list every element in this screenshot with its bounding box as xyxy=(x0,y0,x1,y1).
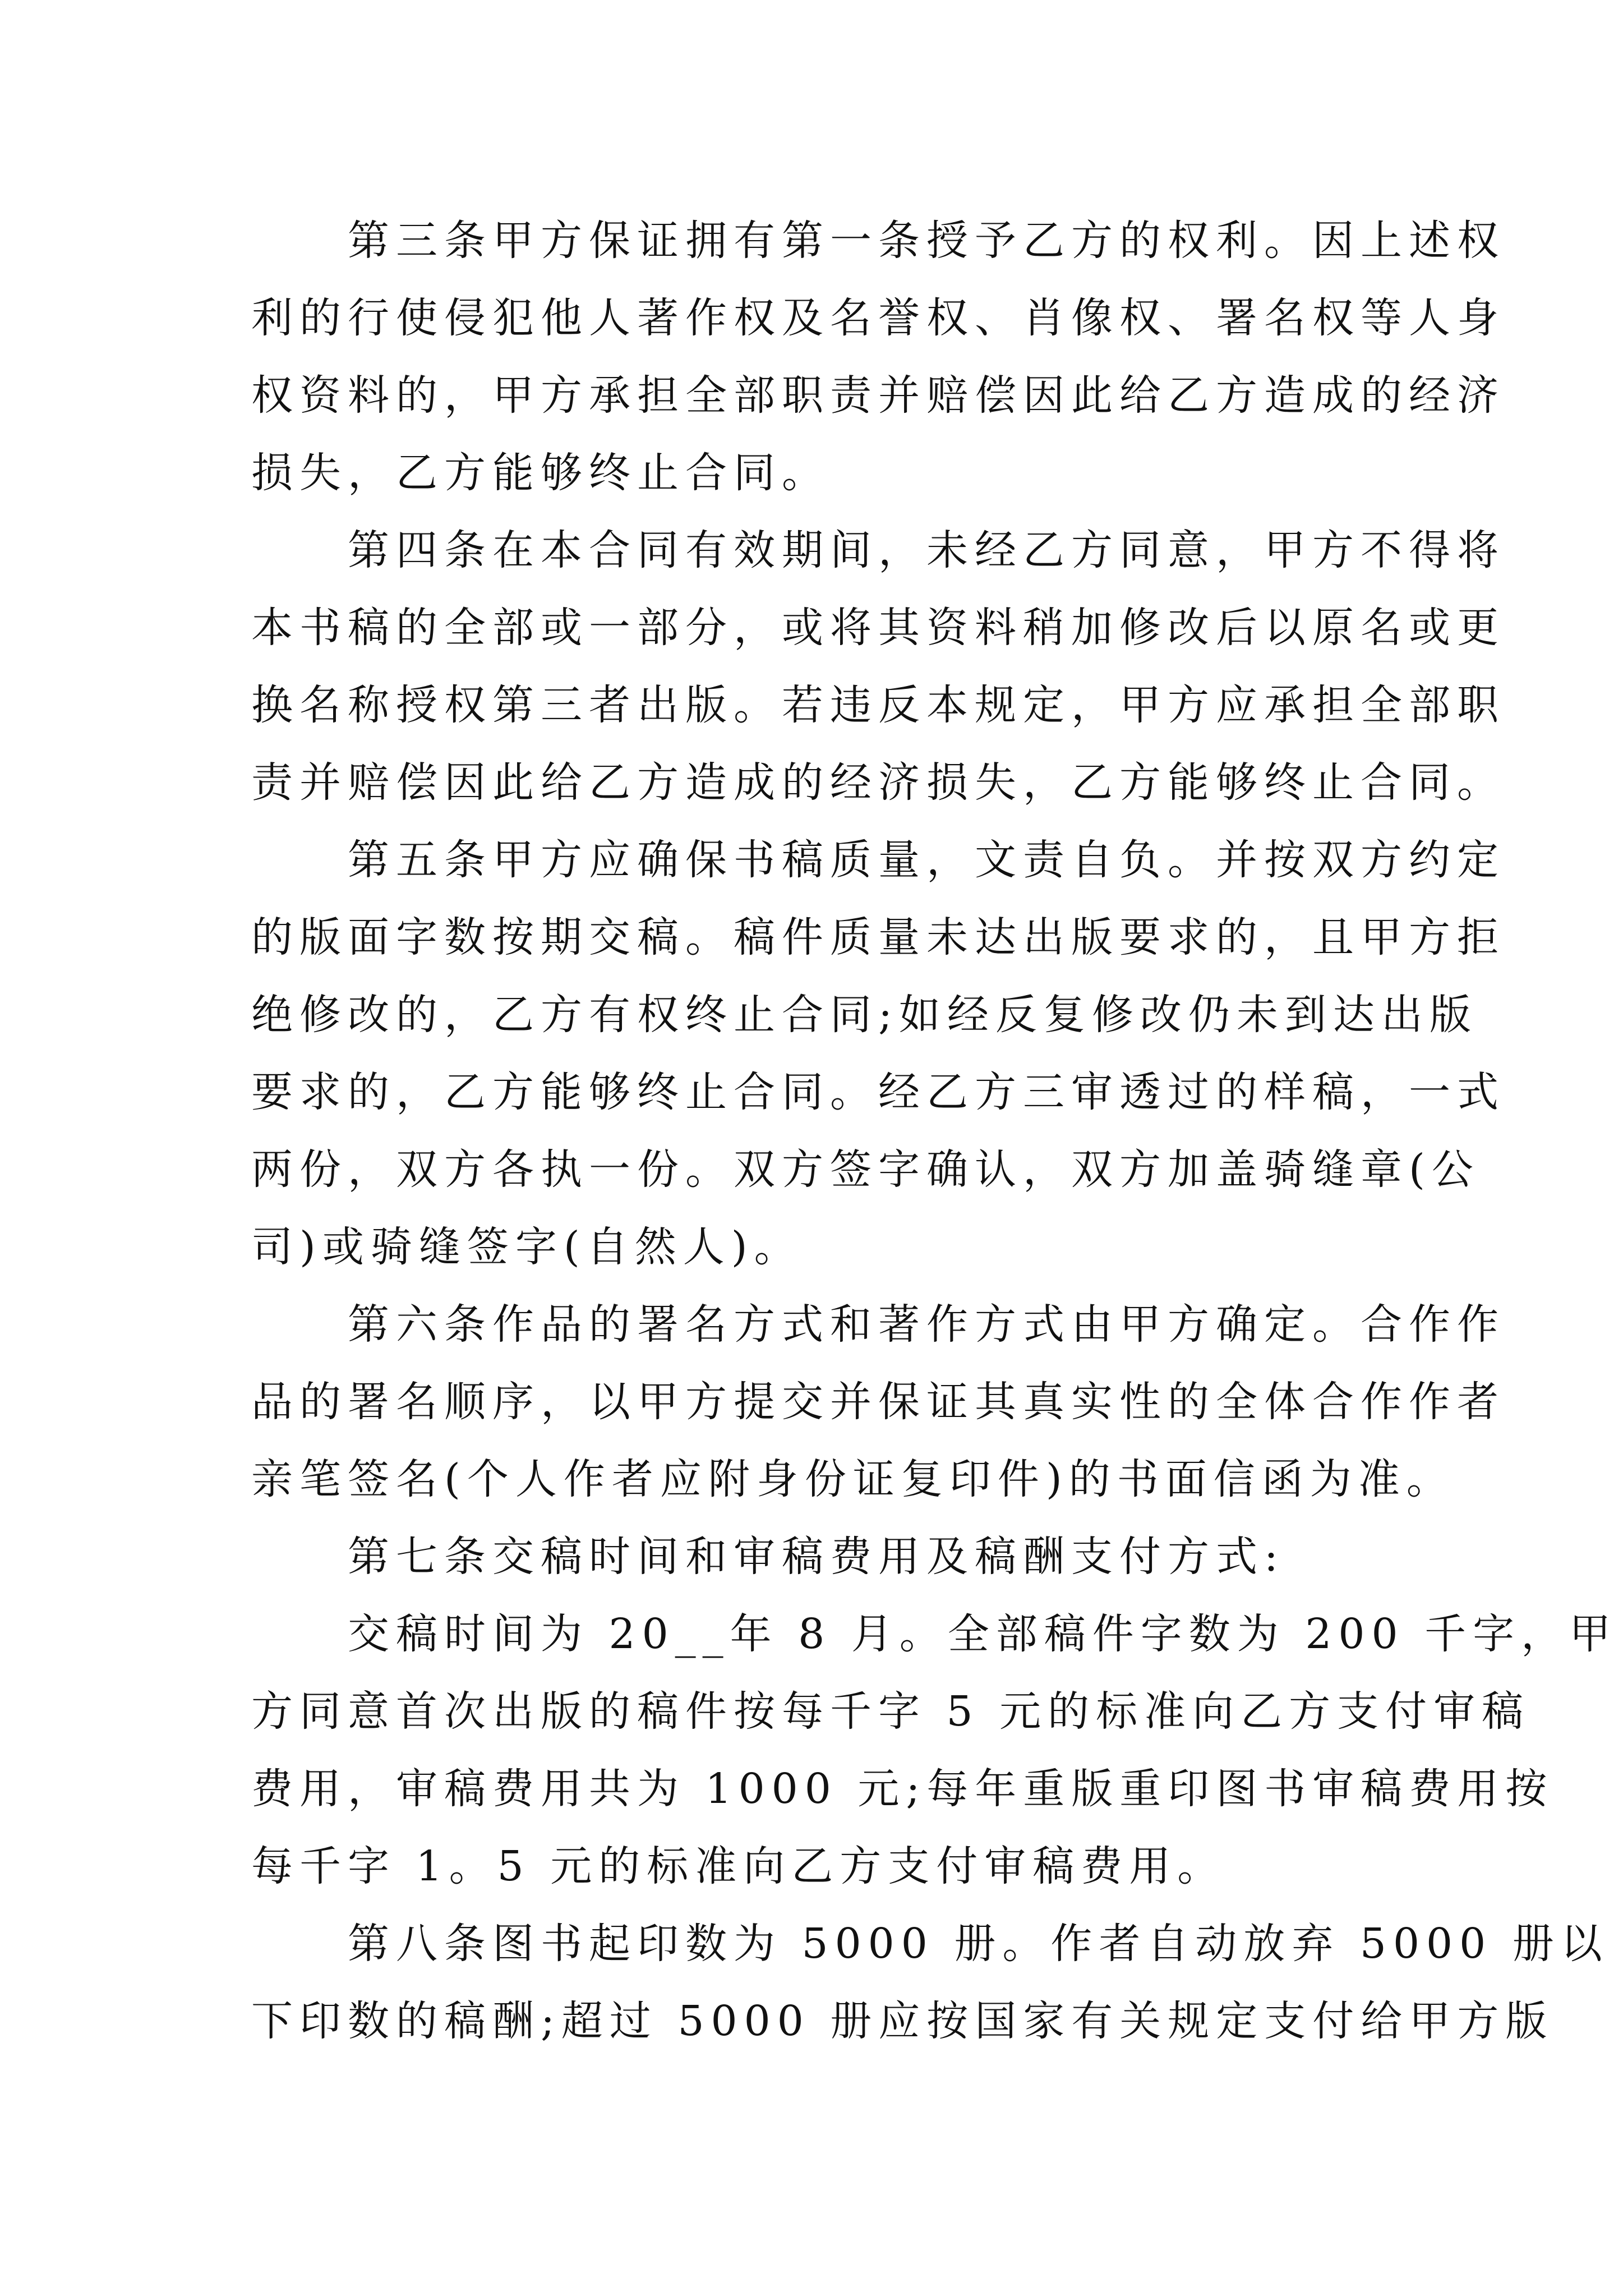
text-line: 第五条甲方应确保书稿质量，文责自负。并按双方约定 xyxy=(348,836,1505,884)
text-line: 下印数的稿酬;超过 5000 册应按国家有关规定支付给甲方版 xyxy=(251,1997,1554,2045)
text-line: 司)或骑缝签字(自然人)。 xyxy=(251,1223,803,1271)
text-line: 两份，双方各执一份。双方签字确认，双方加盖骑缝章(公 xyxy=(251,1145,1480,1194)
text-line: 亲笔签名(个人作者应附身份证复印件)的书面信函为准。 xyxy=(251,1455,1455,1503)
text-line: 绝修改的，乙方有权终止合同;如经反复修改仍未到达出版 xyxy=(251,991,1478,1039)
text-line: 费用，审稿费用共为 1000 元;每年重版重印图书审稿费用按 xyxy=(251,1765,1554,1813)
text-line: 第八条图书起印数为 5000 册。作者自动放弃 5000 册以 xyxy=(348,1920,1609,1968)
text-line: 换名称授权第三者出版。若违反本规定，甲方应承担全部职 xyxy=(251,681,1505,729)
document-body xyxy=(251,202,1618,2060)
text-line: 利的行使侵犯他人著作权及名誉权、肖像权、署名权等人身 xyxy=(251,294,1505,342)
text-line: 交稿时间为 20__年 8 月。全部稿件字数为 200 千字，甲 xyxy=(348,1610,1618,1658)
text-line: 损失，乙方能够终止合同。 xyxy=(251,449,830,497)
text-line: 第三条甲方保证拥有第一条授予乙方的权利。因上述权 xyxy=(348,217,1505,265)
text-line: 第七条交稿时间和审稿费用及稿酬支付方式: xyxy=(348,1533,1285,1581)
text-line: 本书稿的全部或一部分，或将其资料稍加修改后以原名或更 xyxy=(251,604,1505,652)
text-line: 第四条在本合同有效期间，未经乙方同意，甲方不得将 xyxy=(348,526,1505,574)
text-line: 权资料的，甲方承担全部职责并赔偿因此给乙方造成的经济 xyxy=(251,371,1505,420)
text-line: 责并赔偿因此给乙方造成的经济损失，乙方能够终止合同。 xyxy=(251,758,1505,807)
text-line: 的版面字数按期交稿。稿件质量未达出版要求的，且甲方拒 xyxy=(251,913,1505,961)
text-line: 方同意首次出版的稿件按每千字 5 元的标准向乙方支付审稿 xyxy=(251,1687,1530,1736)
text-line: 每千字 1。5 元的标准向乙方支付审稿费用。 xyxy=(251,1842,1226,1890)
text-line: 第六条作品的署名方式和著作方式由甲方确定。合作作 xyxy=(348,1300,1505,1349)
text-line: 要求的，乙方能够终止合同。经乙方三审透过的样稿，一式 xyxy=(251,1068,1505,1116)
text-line: 品的署名顺序，以甲方提交并保证其真实性的全体合作作者 xyxy=(251,1378,1505,1426)
